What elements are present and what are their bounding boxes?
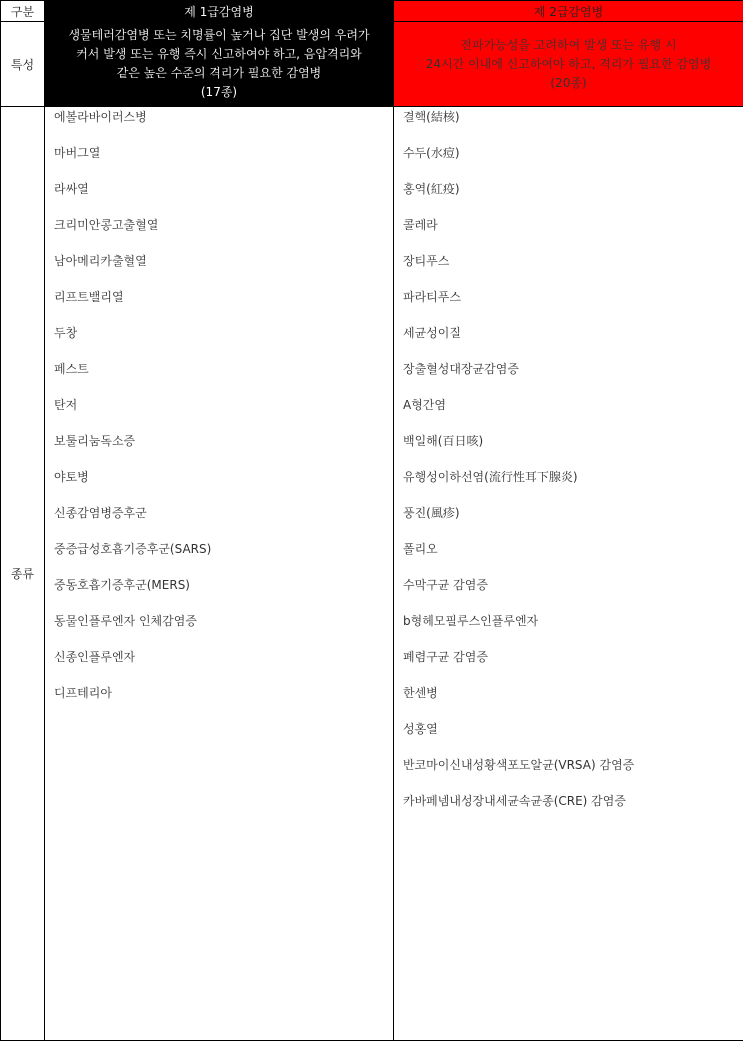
- class1-disease-item: 탄저: [54, 398, 78, 412]
- class2-disease-item: 백일해(百日咳): [403, 434, 484, 448]
- class2-disease-list: [394, 107, 743, 827]
- class1-disease-item: 마버그열: [54, 146, 101, 160]
- class1-disease-item: 페스트: [54, 362, 89, 376]
- class2-disease-item: 세균성이질: [403, 326, 461, 340]
- class1-disease-item: 남아메리카출혈열: [54, 254, 147, 268]
- class1-disease-item: 리프트밸리열: [54, 290, 124, 304]
- class2-disease-item: 수두(水痘): [403, 146, 460, 160]
- class1-header: 제 1급감염병: [45, 1, 394, 22]
- class1-disease-list: [45, 107, 393, 719]
- class2-disease-item: 반코마이신내성황색포도알균(VRSA) 감염증: [403, 758, 635, 772]
- header-row: [1, 1, 743, 22]
- class2-disease-item: 수막구균 감염증: [403, 578, 488, 592]
- class2-disease-item: 결핵(結核): [403, 110, 460, 124]
- class2-disease-item: 성홍열: [403, 722, 438, 736]
- class2-disease-item: 폴리오: [403, 542, 438, 556]
- class2-disease-item: 유행성이하선염(流行性耳下腺炎): [403, 470, 578, 484]
- class1-disease-item: 동물인플루엔자 인체감염증: [54, 614, 197, 628]
- class2-disease-item: 콜레라: [403, 218, 438, 232]
- class1-feature-text: 생물테러감염병 또는 치명률이 높거나 집단 발생의 우려가 커서 발생 또는 유행 즉시 신고하여야 하고, 음압격리와 같은 높은 수준의 격리가 필요한 감염병: [68, 28, 370, 80]
- class1-disease-item: 중동호흡기증후군(MERS): [54, 578, 190, 592]
- class1-disease-item: 크리미안콩고출혈열: [54, 218, 159, 232]
- feature-row: [1, 22, 743, 107]
- class2-disease-item: 풍진(風疹): [403, 506, 460, 520]
- class2-disease-item: 파라티푸스: [403, 290, 461, 304]
- class1-disease-item: 라싸열: [54, 182, 89, 196]
- class1-disease-item: 신종인플루엔자: [54, 650, 136, 664]
- class1-disease-item: 디프테리아: [54, 686, 112, 700]
- class2-header: 제 2급감염병: [394, 1, 743, 22]
- class2-disease-item: 한센병: [403, 686, 438, 700]
- class2-disease-item: 장출혈성대장균감염증: [403, 362, 519, 376]
- types-label: 종류: [1, 107, 45, 1041]
- class2-disease-item: 홍역(紅疫): [403, 182, 460, 196]
- types-row: [1, 107, 743, 1041]
- class1-disease-item: 야토병: [54, 470, 89, 484]
- class2-disease-item: b형헤모필루스인플루엔자: [403, 614, 539, 628]
- class1-disease-item: 에볼라바이러스병: [54, 110, 147, 124]
- class2-disease-item: 폐렴구균 감염증: [403, 650, 488, 664]
- class1-count: (17종): [200, 85, 238, 99]
- class1-disease-item: 신종감염병증후군: [54, 506, 147, 520]
- class2-count: (20종): [550, 75, 587, 90]
- category-header: 구분: [1, 1, 45, 22]
- class1-disease-item: 보툴리눔독소증: [54, 434, 136, 448]
- feature-label: 특성: [1, 22, 45, 107]
- class2-disease-item: A형간염: [403, 398, 446, 412]
- class2-feature-cell: [394, 22, 743, 107]
- class1-disease-cell: [45, 107, 394, 1041]
- class2-disease-item: 장티푸스: [403, 254, 450, 268]
- class2-disease-item: 카바페넴내성장내세균속균종(CRE) 감염증: [403, 794, 626, 808]
- class2-feature-text: 전파가능성을 고려하여 발생 또는 유행 시 24시간 이내에 신고하여야 하고, 격리가 필요한 감염병: [425, 37, 712, 71]
- class1-disease-item: 중증급성호흡기증후군(SARS): [54, 542, 212, 556]
- class1-feature-cell: [45, 22, 394, 107]
- class2-disease-cell: [394, 107, 743, 1041]
- class1-disease-item: 두창: [54, 326, 78, 340]
